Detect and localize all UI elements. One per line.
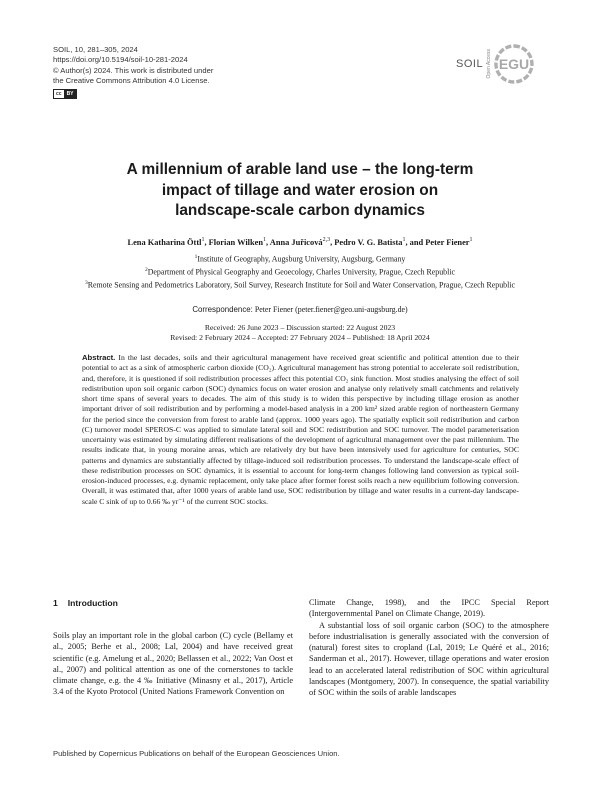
author-separator: , <box>330 237 335 247</box>
affiliation-number: 3 <box>84 280 88 287</box>
author-name: Pedro V. G. Batista <box>334 237 403 247</box>
paragraph: Soils play an important role in the global carbon (C) cycle (Bellamy et al., 2005; Berhe et al., 2008; Lal, 2004) and have received great scientific (e.g. Amelung et al., 2020; Bellassen et al., 2022; Van Oost et al., 2007) and political attention as one of the cornerstones to tackle climate change, e.g. the 4 ‰ Initiative (Minasny et al., 2017), Article 3.4 of the Kyoto Protocol (United Nations Framework Convention on <box>53 631 293 697</box>
title-line-3: landscape-scale carbon dynamics <box>175 202 425 219</box>
author-name: Anna Juřicová <box>269 237 323 247</box>
author-affiliation-marker: 1 <box>469 237 473 243</box>
open-access-label: Open Access <box>486 49 493 79</box>
doi-link[interactable]: https://doi.org/10.5194/soil-10-281-2024 <box>53 55 188 65</box>
author-name: Florian Wilken <box>208 237 264 247</box>
paragraph: Climate Change, 1998), and the IPCC Special Report (Intergovernmental Panel on Climate Change, 2019). <box>309 598 549 619</box>
author-affiliation-marker: 1 <box>201 237 205 243</box>
affiliation-text: Department of Physical Geography and Geoecology, Charles University, Prague, Czech Republic <box>147 267 456 277</box>
correspondence <box>60 305 540 316</box>
egu-logo-text: EGU <box>498 56 530 72</box>
dates-line-1: Received: 26 June 2023 – Discussion started: 22 August 2023 <box>204 323 396 332</box>
abstract-label: Abstract. <box>82 353 116 362</box>
cc-icon: cc <box>54 90 65 98</box>
affiliation <box>70 252 530 265</box>
egu-logo-icon <box>494 44 534 84</box>
title-line-2: impact of tillage and water erosion on <box>161 181 439 199</box>
affiliation-number: 2 <box>144 267 148 274</box>
correspondence-text[interactable]: Peter Fiener (peter.fiener@geo.uni-augsburg.de) <box>254 305 408 314</box>
author-affiliation-marker: 1 <box>402 237 406 243</box>
affiliation-text: Remote Sensing and Pedometrics Laboratory, Soil Survey, Research Institute for Soil and Water Conservation, Prague, Czech Republic <box>87 281 515 291</box>
affiliation-text: Institute of Geography, Augsburg University, Augsburg, Germany <box>197 254 406 264</box>
journal-name: SOIL <box>456 58 484 70</box>
license-line: the Creative Commons Attribution 4.0 License. <box>53 76 210 86</box>
affiliation <box>70 278 530 291</box>
author-separator: , <box>266 237 270 247</box>
body-column-right <box>309 597 549 699</box>
author-name: Lena Katharina Öttl <box>127 237 202 247</box>
author-separator: , <box>204 237 209 247</box>
publication-dates <box>60 323 540 344</box>
copyright-line: © Author(s) 2024. This work is distributed under <box>53 65 214 75</box>
section-number: 1 <box>53 598 58 608</box>
body-column-left <box>53 630 293 698</box>
citation: SOIL, 10, 281–305, 2024 <box>53 45 138 54</box>
affiliation-list <box>70 252 530 292</box>
cc-by-license-badge[interactable] <box>53 89 77 99</box>
section-heading <box>53 598 118 608</box>
author-affiliation-marker: 1 <box>263 237 267 243</box>
journal-header <box>53 45 213 99</box>
abstract-text: In the last decades, soils and their agricultural management have received great scientific and political attention due to their potential to act as a sink of atmospheric carbon dioxide (CO₂). Agricultural management has strong potential to accelerate soil redistribution, and, therefore, it is questioned if soil redistribution processes affect this potential CO₂ sink function. Most studies analysing the effect of soil redistribution upon soil organic carbon (SOC) dynamics focus on water erosion and analyse only relatively small catchments and relatively short time spans of several years to decades. The aim of this study is to widen this perspective by including tillage erosion as another important driver of soil redistribution and by performing a model-based analysis in a 200 km² sized arable region of northeastern Germany for the period since the conversion from forest to arable land (approx. 1000 years ago). The spatially explicit soil redistribution and carbon (C) turnover model SPEROS-C was applied to simulate lateral soil and SOC redistribution and SOC turnover. The model parameterisation uncertainty was estimated by simulating different realisations of the development of agricultural management over the past millennium. The results indicate that, in young moraine areas, which are relatively dry but have been intensively used for agriculture for centuries, SOC patterns and dynamics are substantially affected by tillage-induced soil redistribution processes. To understand the landscape-scale effect of these redistribution processes on SOC dynamics, it is essential to account for long-term changes following land conversion as typical soil-erosion-induced processes, e.g. dynamic replacement, only take place after former forest soils reach a new equilibrium following conversion. Overall, it was estimated that, after 1000 years of arable land use, SOC redistribution by tillage and water results in a current-day landscape-scale C sink of up to 0.66 ‰ yr⁻¹ of the current SOC stocks. <box>82 353 520 506</box>
correspondence-label: Correspondence: <box>192 305 253 314</box>
author-separator: , and <box>405 237 426 247</box>
author-name: Peter Fiener <box>425 237 470 247</box>
by-icon: BY <box>66 90 74 97</box>
abstract <box>82 353 519 507</box>
dates-line-2: Revised: 2 February 2024 – Accepted: 27 February 2024 – Published: 18 April 2024 <box>170 333 430 343</box>
affiliation-number: 1 <box>194 254 198 260</box>
author-affiliation-marker: 2,3 <box>322 237 331 243</box>
paper-title <box>60 160 540 222</box>
paragraph: A substantial loss of soil organic carbon (SOC) to the atmosphere before industrialisation is generally associated with the conversion of (natural) forest sites to cropland (Lal, 2019; Le Quéré et al., 2016; Sanderman et al., 2017). However, tillage operations and water erosion lead to an accelerated lateral redistribution of SOC within agricultural landscapes (Montgomery, 2007). In consequence, the spatial variability of SOC within the soils of arable landscapes <box>309 620 549 698</box>
author-list <box>50 235 550 248</box>
title-line-1: A millennium of arable land use – the long-term <box>126 161 474 178</box>
publisher-footer: Published by Copernicus Publications on behalf of the European Geosciences Union. <box>53 749 340 758</box>
journal-logo <box>456 44 534 84</box>
section-title: Introduction <box>67 598 118 608</box>
affiliation <box>70 265 530 278</box>
